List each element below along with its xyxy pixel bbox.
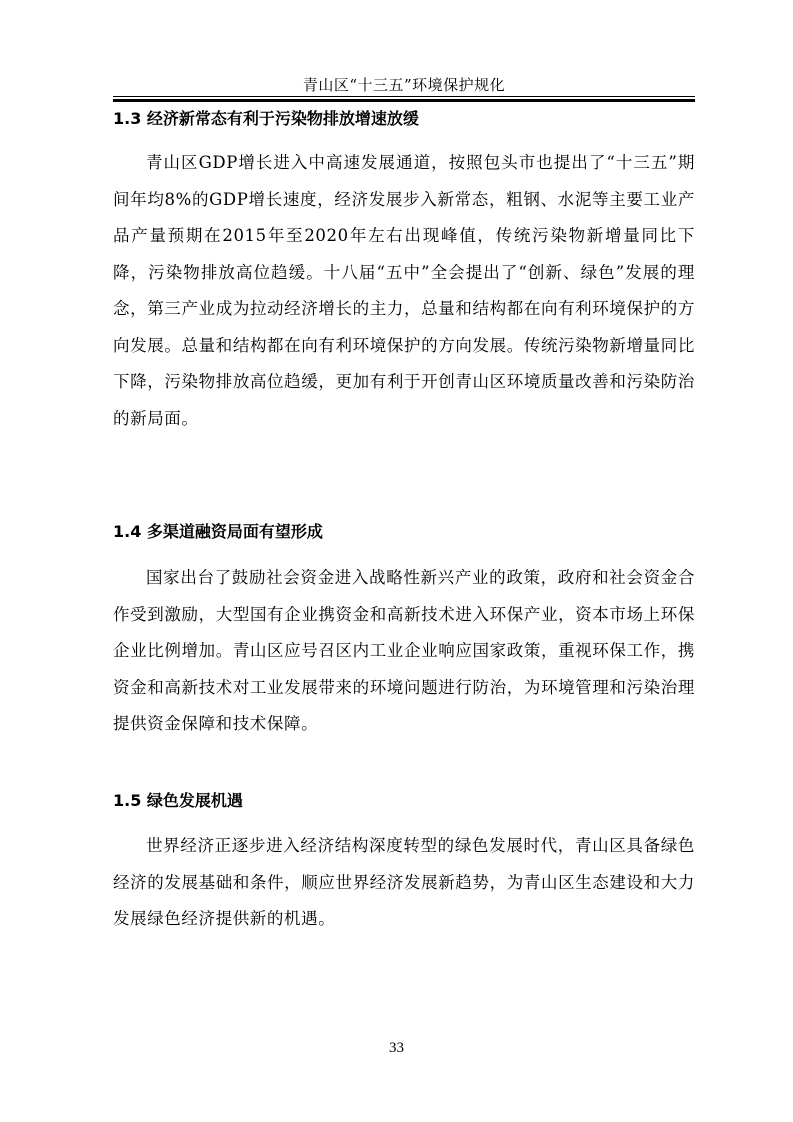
section-1-4-body [113,560,695,743]
header-divider-thin [113,96,695,97]
section-heading-1-4: 1.4 多渠道融资局面有望形成 [113,522,323,541]
page-number: 33 [389,1040,404,1056]
section-1-4 [113,522,695,542]
section-heading-1-3: 1.3 经济新常态有利于污染物排放增速放缓 [113,109,419,128]
section-paragraph-1-3: 青山区GDP增长进入中高速发展通道，按照包头市也提出了“十三五”期间年均8%的GDP增长速度，经济发展步入新常态，粗钢、水泥等主要工业产品产量预期在2015年至2020年左右出现峰值，传统污染物新增量同比下降，污染物排放高位趋缓。十八届“五中”全会提出了“创新、绿色”发展的理念，第三产业成为拉动经济增长的主力，总量和结构都在向有利环境保护的方向发展。总量和结构都在向有利环境保护的方向发展。传统污染物新增量同比下降，污染物排放高位趋缓，更加有利于开创青山区环境质量改善和污染防治的新局面。 [113,153,695,428]
section-1-5 [113,791,695,811]
section-1-3-body [113,145,695,437]
section-heading-1-5: 1.5 绿色发展机遇 [113,791,243,810]
section-paragraph-1-4: 国家出台了鼓励社会资金进入战略性新兴产业的政策，政府和社会资金合作受到激励，大型国有企业携资金和高新技术进入环保产业，资本市场上环保企业比例增加。青山区应号召区内工业企业响应国家政策，重视环保工作，携资金和高新技术对工业发展带来的环境问题进行防治，为环境管理和污染治理提供资金保障和技术保障。 [113,568,695,733]
section-paragraph-1-5: 世界经济正逐步进入经济结构深度转型的绿色发展时代，青山区具备绿色经济的发展基础和条件，顺应世界经济发展新趋势，为青山区生态建设和大力发展绿色经济提供新的机遇。 [113,836,695,928]
section-1-5-body [113,828,695,938]
page-header-title: 青山区“十三五”环境保护规化 [302,76,506,94]
section-1-3 [113,109,695,129]
header-divider-thick [113,99,695,102]
